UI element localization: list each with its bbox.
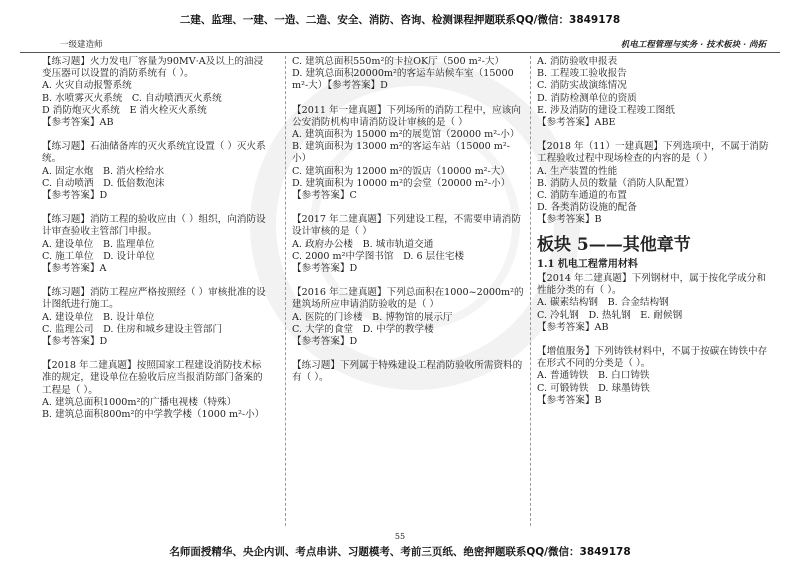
question-text: 【练习题】消防工程应严格按照经（ ）审核批准的设计图纸进行施工。: [42, 287, 266, 311]
answer-option: C. 2000 m²中学图书馆 D. 6 层住宅楼: [292, 250, 465, 262]
answer-option: E. 涉及消防的建设工程竣工图纸: [537, 104, 675, 116]
header-right: 机电工程管理与实务 · 技术板块 · 尚拓: [620, 40, 766, 50]
answer-option: C. 大学的食堂 D. 中学的教学楼: [292, 323, 434, 335]
question-text: 【练习题】石油储备库的灭火系统宜设置（ ）灭火系统。: [42, 141, 266, 165]
answer-option: B. 建筑面积为 13000 m²的客运车站（15000 m²-小）: [292, 141, 510, 165]
question-text: 【练习题】下列属于特殊建设工程消防验收所需资料的有（ ）。: [292, 360, 523, 384]
reference-answer: 【参考答案】D: [292, 336, 358, 348]
question-block: [537, 273, 769, 334]
answer-option: B. 消防人员的数量（消防人队配置）: [537, 177, 695, 189]
question-block: [292, 214, 524, 275]
answer-option: A. 建筑面积为 15000 m²的展览馆（20000 m²-小）: [292, 129, 520, 141]
question-text: 【练习题】消防工程的验收应由（ ）组织，向消防设计审查验收主管部门申报。: [42, 214, 266, 238]
answer-option: C. 建筑面积为 12000 m²的饭店（10000 m²-大）: [292, 165, 510, 177]
section-title: 板块 5——其他章节: [537, 234, 691, 255]
answer-option: A. 火灾自动报警系统: [42, 80, 132, 92]
answer-option: C. 可锻铸铁 D. 球墨铸铁: [537, 382, 650, 394]
question-block: [42, 360, 270, 421]
column-middle: [285, 56, 524, 526]
answer-option: A. 固定水炮 B. 消火栓给水: [42, 165, 165, 177]
answer-option: D 消防炮灭火系统 E 消火栓灭火系统: [42, 104, 207, 116]
question-block: [292, 360, 524, 384]
answer-option: C. 自动喷洒 D. 低倍数泡沫: [42, 177, 165, 189]
answer-option: B. 工程竣工验收报告: [537, 68, 627, 80]
reference-answer: 【参考答案】D: [292, 263, 358, 275]
question-text: 【2014 年二建真题】下列钢材中，属于按化学成分和性能分类的有（ ）。: [537, 273, 766, 297]
reference-answer: 【参考答案】ABE: [537, 117, 616, 129]
answer-option: C. 施工单位 D. 设计单位: [42, 250, 155, 262]
question-text: 【2018 年二建真题】按照国家工程建设消防技术标准的规定，建设单位在验收后应当报消防部门备案的工程是（ ）。: [42, 360, 263, 396]
top-banner: 二建、监理、一建、一造、二造、安全、消防、咨询、检测课程押题联系QQ/微信：3849178: [179, 14, 621, 26]
answer-option: A. 建设单位 B. 设计单位: [42, 311, 155, 323]
question-block: [292, 105, 524, 203]
column-left: [42, 56, 270, 526]
reference-answer: 【参考答案】AB: [537, 321, 609, 333]
answer-option: A. 建设单位 B. 监理单位: [42, 238, 155, 250]
answer-option: D. 建筑面积为 10000 m²的会堂（20000 m²-小）: [292, 177, 511, 189]
answer-option: D. 各类消防设施的配备: [537, 202, 637, 214]
right-blocks-a: [537, 56, 769, 227]
answer-option: A. 政府办公楼 B. 城市轨道交通: [292, 238, 434, 250]
answer-option: A. 建筑总面积1000m²的广播电视楼（特殊）: [42, 396, 237, 408]
question-block: [537, 346, 769, 407]
page-number: 55: [394, 532, 406, 541]
question-text: 【2017 年二建真题】下列建设工程，不需要申请消防设计审核的是（ ）: [292, 214, 521, 238]
answer-option: B. 水喷雾灭火系统 C. 自动喷洒灭火系统: [42, 92, 222, 104]
question-text: 【2011 年一建真题】下列场所的消防工程中，应该向公安消防机构申请消防设计审核的是（ ）: [292, 104, 521, 128]
question-text: 【增值服务】下列铸铁材料中，不属于按碳在铸铁中存在形式不同的分类是（ ）。: [537, 346, 768, 370]
reference-answer: 【参考答案】D: [42, 190, 108, 202]
answer-option: C. 消防车通道的布置: [537, 190, 627, 202]
reference-answer: 【参考答案】B: [537, 214, 602, 226]
reference-answer: 【参考答案】D: [42, 336, 108, 348]
reference-answer: 【参考答案】A: [42, 263, 107, 275]
answer-option: C. 消防实战演练情况: [537, 80, 627, 92]
question-block: [537, 56, 769, 129]
answer-option: D. 建筑总面积20000m²的客运车站候车室（15000 m²-大）【参考答案】D: [292, 68, 514, 92]
answer-option: C. 建筑总面积550m²的卡拉OK厅（500 m²-大）: [292, 56, 505, 67]
page-header: [20, 38, 780, 53]
right-blocks-b: [537, 273, 769, 407]
question-block: [537, 141, 769, 226]
question-block: [42, 214, 270, 275]
reference-answer: 【参考答案】AB: [42, 117, 114, 129]
question-block: [42, 141, 270, 202]
answer-option: A. 医院的门诊楼 B. 博物馆的展示厅: [292, 311, 453, 323]
question-block: [292, 287, 524, 348]
reference-answer: 【参考答案】C: [292, 190, 357, 202]
question-block: [42, 56, 270, 129]
subsection-title: 1.1 机电工程常用材料: [537, 258, 638, 270]
answer-option: A. 普通铸铁 B. 白口铸铁: [537, 370, 650, 382]
answer-option: B. 建筑总面积800m²的中学教学楼（1000 m²-小）: [42, 409, 265, 421]
question-text: 【2018 年（11）一建真题】下列选项中，不属于消防工程验收过程中现场检查的内容的是（ ）: [537, 141, 769, 165]
answer-option: C. 监理公司 D. 住房和城乡建设主管部门: [42, 323, 223, 335]
question-text: 【练习题】火力发电厂容量为90MV·A及以上的油浸变压器可以设置的消防系统有（ ）。: [42, 56, 264, 80]
reference-answer: 【参考答案】B: [537, 394, 602, 406]
answer-option: D. 消防检测单位的资质: [537, 92, 637, 104]
answer-option: C. 冷轧钢 D. 热轧钢 E. 耐候钢: [537, 309, 683, 321]
answer-option: A. 消防验收申报表: [537, 56, 618, 67]
question-block: [42, 287, 270, 348]
header-left: 一级建造师: [60, 40, 103, 50]
column-right: [530, 56, 769, 526]
bottom-banner: 名师面授精华、央企内训、考点串讲、习题模考、考前三页纸、绝密押题联系QQ/微信：3849178: [169, 546, 631, 558]
question-text: 【2016 年二建真题】下列总面积在1000~2000m²的建筑场所应申请消防验收的是（ ）: [292, 287, 524, 311]
answer-option: A. 碳素结构钢 B. 合金结构钢: [537, 297, 669, 309]
answer-option: A. 生产装置的性能: [537, 165, 618, 177]
question-block: [292, 56, 524, 93]
